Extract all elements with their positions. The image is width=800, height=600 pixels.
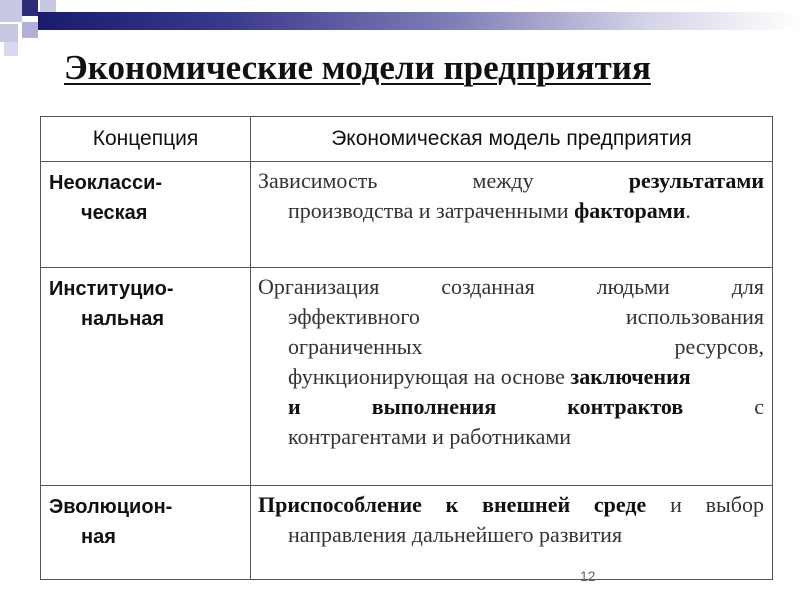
table-row bbox=[41, 486, 773, 580]
text-run: . bbox=[685, 198, 691, 223]
model-text-line bbox=[258, 332, 764, 362]
text-run: производства и затраченными bbox=[288, 198, 575, 223]
model-text-line bbox=[258, 520, 764, 550]
table-row bbox=[41, 162, 773, 268]
concept-cell bbox=[41, 268, 251, 486]
models-table bbox=[40, 116, 773, 580]
deco-square bbox=[0, 0, 22, 22]
deco-square bbox=[22, 0, 38, 16]
text-run: для bbox=[731, 274, 765, 299]
text-run: функционирующая на основе bbox=[288, 364, 571, 389]
model-text-line bbox=[258, 422, 764, 452]
model-text-line bbox=[258, 362, 764, 392]
concept-name: ческая bbox=[81, 202, 148, 224]
text-run: созданная bbox=[441, 274, 535, 299]
text-run-bold: заключения bbox=[570, 364, 691, 389]
model-text-line bbox=[258, 302, 764, 332]
text-run: людьми bbox=[596, 274, 670, 299]
text-run: эффективного bbox=[288, 304, 420, 329]
model-text-line bbox=[258, 166, 764, 196]
text-run: Зависимость bbox=[258, 168, 378, 193]
deco-square bbox=[0, 24, 18, 42]
text-run: ограниченных bbox=[288, 334, 423, 359]
text-run: ресурсов, bbox=[674, 334, 764, 359]
slide-number: 12 bbox=[580, 568, 596, 584]
text-run-bold: Приспособление к внешней среде bbox=[258, 492, 647, 517]
model-text-line bbox=[258, 392, 764, 422]
page-title: Экономические модели предприятия bbox=[64, 48, 651, 87]
model-cell bbox=[251, 268, 773, 486]
concept-cell bbox=[41, 162, 251, 268]
model-text-line bbox=[258, 196, 764, 226]
text-run-bold: и bbox=[288, 394, 301, 419]
text-run: выбор bbox=[705, 492, 764, 517]
text-run: контрагентами и работниками bbox=[288, 424, 572, 449]
deco-square bbox=[4, 42, 18, 56]
concept-name: ная bbox=[81, 526, 116, 548]
table-header-row bbox=[41, 117, 773, 162]
text-run: с bbox=[754, 394, 765, 419]
text-run: использования bbox=[625, 304, 764, 329]
column-header: Концепция bbox=[41, 117, 251, 162]
concept-name: нальная bbox=[81, 308, 165, 330]
column-header: Экономическая модель предприятия bbox=[251, 117, 773, 162]
header-gradient-bar bbox=[38, 12, 800, 30]
model-cell bbox=[251, 162, 773, 268]
concept-name: Неокласси- bbox=[49, 172, 163, 194]
concept-name: Эволюцион- bbox=[49, 496, 173, 518]
text-run: направления дальнейшего развития bbox=[288, 522, 623, 547]
model-text-line bbox=[258, 490, 764, 520]
concept-name: Институцио- bbox=[49, 278, 174, 300]
text-run-bold: факторами bbox=[574, 198, 686, 223]
model-text-line bbox=[258, 272, 764, 302]
text-run: между bbox=[472, 168, 534, 193]
table-row bbox=[41, 268, 773, 486]
text-run-bold: выполнения bbox=[371, 394, 497, 419]
text-run: Организация bbox=[258, 274, 380, 299]
text-run-bold: результатами bbox=[628, 168, 764, 193]
text-run-bold: контрактов bbox=[567, 394, 684, 419]
model-cell bbox=[251, 486, 773, 580]
concept-cell bbox=[41, 486, 251, 580]
text-run: и bbox=[646, 492, 706, 517]
deco-square bbox=[22, 22, 38, 38]
